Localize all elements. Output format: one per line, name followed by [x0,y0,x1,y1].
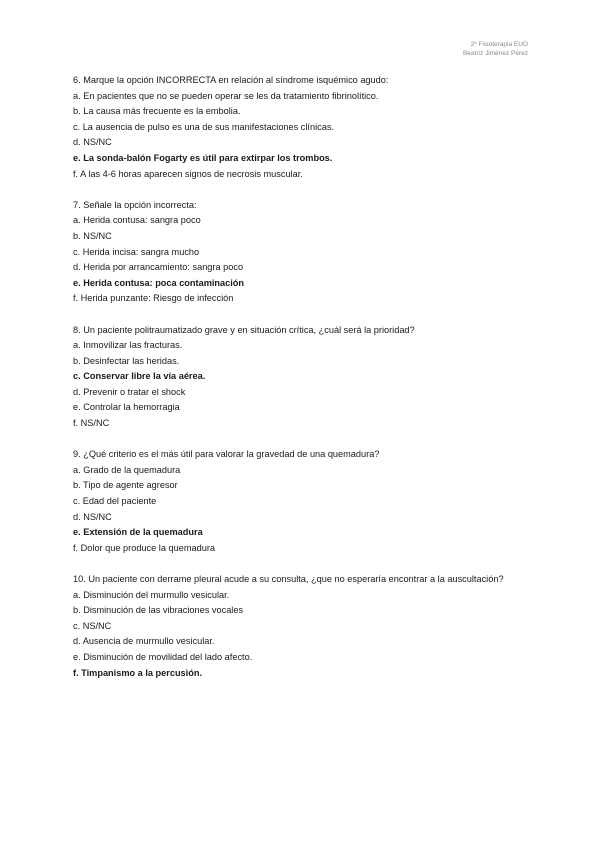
answer-option: c. La ausencia de pulso es una de sus manifestaciones clínicas. [73,121,334,132]
answer-option: c. NS/NC [73,620,112,631]
question-10 [73,572,533,681]
header-course: 2º Fisioterapia EUO [470,41,528,48]
answer-option: f. A las 4-6 horas aparecen signos de necrosis muscular. [73,168,303,179]
correct-answer-option: e. La sonda-balón Fogarty es útil para extirpar los trombos. [73,152,333,163]
page-header [463,40,528,58]
answer-option: d. NS/NC [73,511,112,522]
answer-option: d. Ausencia de murmullo vesicular. [73,636,215,647]
header-author: Beatriz Jiménez Pérez [462,50,528,57]
answer-option: f. Herida punzante: Riesgo de infección [73,293,234,304]
answer-option: b. NS/NC [73,230,112,241]
answer-option: a. En pacientes que no se pueden operar se les da tratamiento fibrinolítico. [73,90,379,101]
question-8 [73,323,533,432]
correct-answer-option: f. Timpanismo a la percusión. [73,667,202,678]
answer-option: b. Tipo de agente agresor [73,480,178,491]
question-title: 6. Marque la opción INCORRECTA en relación al síndrome isquémico agudo: [73,75,389,85]
question-6 [73,73,533,182]
answer-option: d. Herida por arrancamiento: sangra poco [73,262,244,273]
answer-option: f. NS/NC [73,418,110,429]
answer-option: a. Inmovilizar las fracturas. [73,340,183,351]
question-title: 8. Un paciente politraumatizado grave y en situación crítica, ¿cuál será la prioridad? [73,324,415,335]
question-7 [73,198,533,307]
correct-answer-option: c. Conservar libre la vía aérea. [73,371,206,382]
answer-option: b. Desinfectar las heridas. [73,355,180,366]
answer-option: a. Herida contusa: sangra poco [73,215,201,226]
answer-option: c. Herida incisa: sangra mucho [73,246,200,257]
answer-option: c. Edad del paciente [73,496,157,507]
answer-option: b. Disminución de las vibraciones vocales [73,605,244,616]
answer-option: d. NS/NC [73,137,112,148]
question-title: 7. Señale la opción incorrecta: [73,199,197,210]
answer-option: a. Grado de la quemadura [73,464,181,475]
correct-answer-option: e. Extensión de la quemadura [73,527,203,538]
question-list [73,73,533,697]
answer-option: e. Disminución de movilidad del lado afecto. [73,651,253,662]
answer-option: f. Dolor que produce la quemadura [73,542,215,553]
question-9 [73,447,533,556]
question-title: 9. ¿Qué criterio es el más útil para valorar la gravedad de una quemadura? [73,449,380,460]
answer-option: e. Controlar la hemorragia [73,402,180,413]
answer-option: d. Prevenir o tratar el shock [73,386,186,397]
correct-answer-option: e. Herida contusa: poca contaminación [73,277,245,288]
question-title: 10. Un paciente con derrame pleural acude a su consulta, ¿que no esperaría encontrar a la auscultación? [73,574,504,584]
answer-option: a. Disminución del murmullo vesicular. [73,589,230,600]
answer-option: b. La causa más frecuente es la embolia. [73,106,241,117]
